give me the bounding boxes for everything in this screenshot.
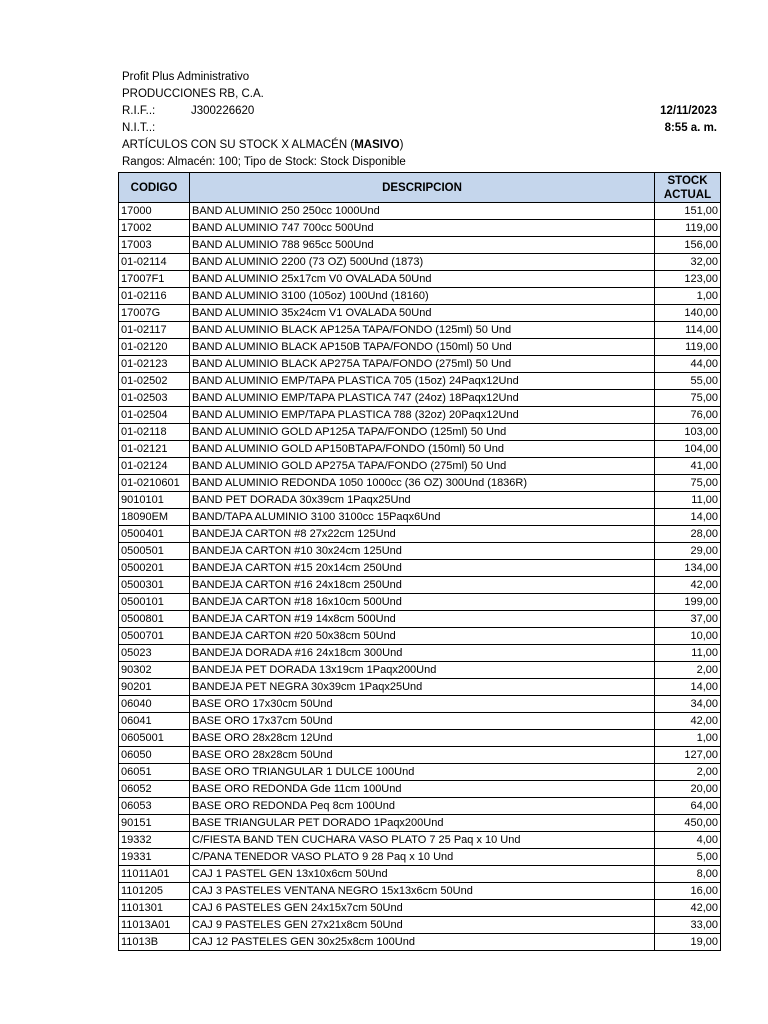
table-row	[119, 407, 721, 424]
cell-stock: 75,00	[655, 390, 721, 407]
cell-stock: 450,00	[655, 815, 721, 832]
cell-descripcion: BASE ORO 17x37cm 50Und	[190, 713, 655, 730]
cell-stock: 34,00	[655, 696, 721, 713]
table-row	[119, 849, 721, 866]
cell-descripcion: BAND PET DORADA 30x39cm 1Paqx25Und	[190, 492, 655, 509]
table-row	[119, 645, 721, 662]
cell-descripcion: BAND ALUMINIO EMP/TAPA PLASTICA 747 (24oz) 18Paqx12Und	[190, 390, 655, 407]
cell-descripcion: CAJ 1 PASTEL GEN 13x10x6cm 50Und	[190, 866, 655, 883]
app-name: Profit Plus Administrativo	[122, 71, 250, 83]
cell-descripcion: CAJ 3 PASTELES VENTANA NEGRO 15x13x6cm 50Und	[190, 883, 655, 900]
table-row	[119, 339, 721, 356]
rif-line	[122, 103, 719, 120]
cell-stock: 127,00	[655, 747, 721, 764]
table-row	[119, 220, 721, 237]
table-row	[119, 713, 721, 730]
cell-codigo: 01-02120	[119, 339, 190, 356]
cell-stock: 4,00	[655, 832, 721, 849]
table-row	[119, 475, 721, 492]
table-row	[119, 288, 721, 305]
cell-stock: 41,00	[655, 458, 721, 475]
cell-stock: 14,00	[655, 509, 721, 526]
cell-descripcion: BANDEJA CARTON #10 30x24cm 125Und	[190, 543, 655, 560]
cell-stock: 10,00	[655, 628, 721, 645]
cell-descripcion: BAND ALUMINIO 2200 (73 OZ) 500Und (1873)	[190, 254, 655, 271]
nit-line	[122, 120, 719, 137]
report-ranges: Rangos: Almacén: 100; Tipo de Stock: Stock Disponible	[122, 156, 406, 168]
cell-descripcion: C/FIESTA BAND TEN CUCHARA VASO PLATO 7 25 Paq x 10 Und	[190, 832, 655, 849]
cell-stock: 1,00	[655, 288, 721, 305]
cell-descripcion: BAND/TAPA ALUMINIO 3100 3100cc 15Paqx6Und	[190, 509, 655, 526]
table-row	[119, 866, 721, 883]
cell-codigo: 19331	[119, 849, 190, 866]
cell-codigo: 90201	[119, 679, 190, 696]
table-row	[119, 781, 721, 798]
cell-codigo: 01-02118	[119, 424, 190, 441]
cell-descripcion: BAND ALUMINIO BLACK AP125A TAPA/FONDO (125ml) 50 Und	[190, 322, 655, 339]
cell-codigo: 01-02114	[119, 254, 190, 271]
table-row	[119, 934, 721, 951]
table-row	[119, 696, 721, 713]
table-row	[119, 611, 721, 628]
cell-codigo: 01-02124	[119, 458, 190, 475]
cell-descripcion: CAJ 6 PASTELES GEN 24x15x7cm 50Und	[190, 900, 655, 917]
table-row	[119, 373, 721, 390]
cell-codigo: 06040	[119, 696, 190, 713]
cell-codigo: 17007G	[119, 305, 190, 322]
report-date: 12/11/2023	[660, 105, 717, 117]
table-row	[119, 815, 721, 832]
nit-label: N.I.T..:	[122, 122, 156, 134]
cell-stock: 32,00	[655, 254, 721, 271]
table-row	[119, 203, 721, 220]
table-row	[119, 577, 721, 594]
table-row	[119, 492, 721, 509]
cell-codigo: 18090EM	[119, 509, 190, 526]
cell-codigo: 11013B	[119, 934, 190, 951]
report-title-bold: MASIVO	[354, 139, 400, 151]
cell-descripcion: BAND ALUMINIO EMP/TAPA PLASTICA 705 (15oz) 24Paqx12Und	[190, 373, 655, 390]
cell-codigo: 9010101	[119, 492, 190, 509]
cell-stock: 42,00	[655, 900, 721, 917]
report-header	[122, 69, 719, 171]
cell-descripcion: BANDEJA CARTON #15 20x14cm 250Und	[190, 560, 655, 577]
cell-codigo: 90302	[119, 662, 190, 679]
cell-codigo: 05023	[119, 645, 190, 662]
table-header-row	[119, 173, 721, 203]
cell-codigo: 0500201	[119, 560, 190, 577]
cell-codigo: 06052	[119, 781, 190, 798]
cell-codigo: 90151	[119, 815, 190, 832]
cell-descripcion: BAND ALUMINIO 35x24cm V1 OVALADA 50Und	[190, 305, 655, 322]
table-row	[119, 509, 721, 526]
cell-stock: 1,00	[655, 730, 721, 747]
table-row	[119, 798, 721, 815]
cell-descripcion: BASE ORO 17x30cm 50Und	[190, 696, 655, 713]
cell-codigo: 01-02116	[119, 288, 190, 305]
table-body	[119, 203, 721, 951]
cell-codigo: 19332	[119, 832, 190, 849]
cell-stock: 19,00	[655, 934, 721, 951]
cell-descripcion: BAND ALUMINIO EMP/TAPA PLASTICA 788 (32oz) 20Paqx12Und	[190, 407, 655, 424]
cell-stock: 11,00	[655, 645, 721, 662]
cell-codigo: 0500501	[119, 543, 190, 560]
cell-stock: 119,00	[655, 220, 721, 237]
cell-codigo: 17003	[119, 237, 190, 254]
cell-codigo: 17007F1	[119, 271, 190, 288]
table-row	[119, 390, 721, 407]
cell-stock: 75,00	[655, 475, 721, 492]
cell-codigo: 0500401	[119, 526, 190, 543]
table-row	[119, 560, 721, 577]
table-row	[119, 679, 721, 696]
cell-stock: 42,00	[655, 577, 721, 594]
stock-table	[118, 172, 721, 951]
table-row	[119, 628, 721, 645]
table-row	[119, 662, 721, 679]
header-stock-line2: ACTUAL	[663, 188, 712, 201]
cell-descripcion: BASE ORO REDONDA Peq 8cm 100Und	[190, 798, 655, 815]
cell-descripcion: BAND ALUMINIO 250 250cc 1000Und	[190, 203, 655, 220]
table-row	[119, 237, 721, 254]
table-row	[119, 458, 721, 475]
company-name: PRODUCCIONES RB, C.A.	[122, 88, 264, 100]
cell-stock: 33,00	[655, 917, 721, 934]
header-stock-line1: STOCK	[667, 174, 708, 187]
table-row	[119, 730, 721, 747]
cell-codigo: 1101205	[119, 883, 190, 900]
header-codigo: CODIGO	[119, 173, 190, 203]
cell-stock: 28,00	[655, 526, 721, 543]
report-title-prefix: ARTÍCULOS CON SU STOCK X ALMACÉN (	[122, 139, 355, 151]
cell-stock: 2,00	[655, 764, 721, 781]
report-title-suffix: )	[399, 139, 404, 151]
cell-descripcion: BAND ALUMINIO REDONDA 1050 1000cc (36 OZ) 300Und (1836R)	[190, 475, 655, 492]
cell-descripcion: BANDEJA CARTON #19 14x8cm 500Und	[190, 611, 655, 628]
cell-stock: 44,00	[655, 356, 721, 373]
cell-descripcion: CAJ 12 PASTELES GEN 30x25x8cm 100Und	[190, 934, 655, 951]
cell-codigo: 17000	[119, 203, 190, 220]
cell-stock: 55,00	[655, 373, 721, 390]
cell-stock: 156,00	[655, 237, 721, 254]
table-row	[119, 917, 721, 934]
cell-stock: 2,00	[655, 662, 721, 679]
cell-codigo: 11013A01	[119, 917, 190, 934]
table-row	[119, 900, 721, 917]
cell-descripcion: BASE TRIANGULAR PET DORADO 1Paqx200Und	[190, 815, 655, 832]
cell-codigo: 0500301	[119, 577, 190, 594]
table-row	[119, 424, 721, 441]
cell-descripcion: BASE ORO TRIANGULAR 1 DULCE 100Und	[190, 764, 655, 781]
cell-stock: 29,00	[655, 543, 721, 560]
cell-stock: 64,00	[655, 798, 721, 815]
cell-codigo: 17002	[119, 220, 190, 237]
cell-descripcion: BASE ORO 28x28cm 50Und	[190, 747, 655, 764]
table-row	[119, 322, 721, 339]
cell-stock: 16,00	[655, 883, 721, 900]
cell-stock: 14,00	[655, 679, 721, 696]
cell-codigo: 01-02502	[119, 373, 190, 390]
cell-stock: 76,00	[655, 407, 721, 424]
cell-stock: 123,00	[655, 271, 721, 288]
cell-stock: 20,00	[655, 781, 721, 798]
cell-stock: 140,00	[655, 305, 721, 322]
cell-stock: 11,00	[655, 492, 721, 509]
cell-descripcion: BANDEJA PET DORADA 13x19cm 1Paqx200Und	[190, 662, 655, 679]
table-row	[119, 356, 721, 373]
cell-stock: 42,00	[655, 713, 721, 730]
cell-codigo: 11011A01	[119, 866, 190, 883]
cell-stock: 103,00	[655, 424, 721, 441]
table-row	[119, 254, 721, 271]
cell-stock: 8,00	[655, 866, 721, 883]
cell-descripcion: BANDEJA PET NEGRA 30x39cm 1Paqx25Und	[190, 679, 655, 696]
cell-descripcion: BAND ALUMINIO BLACK AP150B TAPA/FONDO (150ml) 50 Und	[190, 339, 655, 356]
cell-descripcion: BAND ALUMINIO 788 965cc 500Und	[190, 237, 655, 254]
table-row	[119, 883, 721, 900]
header-stock-actual	[655, 173, 721, 203]
cell-descripcion: BANDEJA CARTON #18 16x10cm 500Und	[190, 594, 655, 611]
header-descripcion: DESCRIPCION	[190, 173, 655, 203]
cell-stock: 104,00	[655, 441, 721, 458]
cell-stock: 114,00	[655, 322, 721, 339]
cell-descripcion: BAND ALUMINIO 3100 (105oz) 100Und (18160)	[190, 288, 655, 305]
rif-value: J300226620	[191, 105, 255, 117]
rif-label: R.I.F..:	[122, 105, 156, 117]
cell-descripcion: BASE ORO 28x28cm 12Und	[190, 730, 655, 747]
cell-descripcion: BANDEJA CARTON #8 27x22cm 125Und	[190, 526, 655, 543]
cell-descripcion: BASE ORO REDONDA Gde 11cm 100Und	[190, 781, 655, 798]
table-row	[119, 543, 721, 560]
cell-codigo: 0605001	[119, 730, 190, 747]
cell-codigo: 1101301	[119, 900, 190, 917]
cell-stock: 151,00	[655, 203, 721, 220]
cell-codigo: 06051	[119, 764, 190, 781]
cell-descripcion: BAND ALUMINIO 747 700cc 500Und	[190, 220, 655, 237]
cell-descripcion: BAND ALUMINIO GOLD AP150BTAPA/FONDO (150ml) 50 Und	[190, 441, 655, 458]
cell-codigo: 0500701	[119, 628, 190, 645]
table-row	[119, 594, 721, 611]
cell-stock: 5,00	[655, 849, 721, 866]
table-row	[119, 441, 721, 458]
cell-codigo: 06053	[119, 798, 190, 815]
cell-codigo: 0500801	[119, 611, 190, 628]
cell-codigo: 01-0210601	[119, 475, 190, 492]
cell-codigo: 06050	[119, 747, 190, 764]
cell-codigo: 01-02121	[119, 441, 190, 458]
cell-descripcion: BANDEJA DORADA #16 24x18cm 300Und	[190, 645, 655, 662]
cell-codigo: 0500101	[119, 594, 190, 611]
cell-stock: 119,00	[655, 339, 721, 356]
cell-descripcion: BANDEJA CARTON #20 50x38cm 50Und	[190, 628, 655, 645]
cell-codigo: 01-02503	[119, 390, 190, 407]
cell-codigo: 01-02117	[119, 322, 190, 339]
table-row	[119, 271, 721, 288]
cell-descripcion: CAJ 9 PASTELES GEN 27x21x8cm 50Und	[190, 917, 655, 934]
cell-codigo: 01-02123	[119, 356, 190, 373]
table-row	[119, 526, 721, 543]
cell-stock: 134,00	[655, 560, 721, 577]
report-time: 8:55 a. m.	[664, 122, 717, 134]
table-row	[119, 832, 721, 849]
cell-stock: 199,00	[655, 594, 721, 611]
cell-descripcion: C/PANA TENEDOR VASO PLATO 9 28 Paq x 10 Und	[190, 849, 655, 866]
report-title	[122, 137, 719, 154]
cell-descripcion: BAND ALUMINIO GOLD AP275A TAPA/FONDO (275ml) 50 Und	[190, 458, 655, 475]
table-row	[119, 764, 721, 781]
cell-codigo: 01-02504	[119, 407, 190, 424]
table-row	[119, 305, 721, 322]
cell-codigo: 06041	[119, 713, 190, 730]
cell-descripcion: BAND ALUMINIO 25x17cm V0 OVALADA 50Und	[190, 271, 655, 288]
cell-descripcion: BAND ALUMINIO BLACK AP275A TAPA/FONDO (275ml) 50 Und	[190, 356, 655, 373]
table-row	[119, 747, 721, 764]
cell-stock: 37,00	[655, 611, 721, 628]
cell-descripcion: BANDEJA CARTON #16 24x18cm 250Und	[190, 577, 655, 594]
cell-descripcion: BAND ALUMINIO GOLD AP125A TAPA/FONDO (125ml) 50 Und	[190, 424, 655, 441]
